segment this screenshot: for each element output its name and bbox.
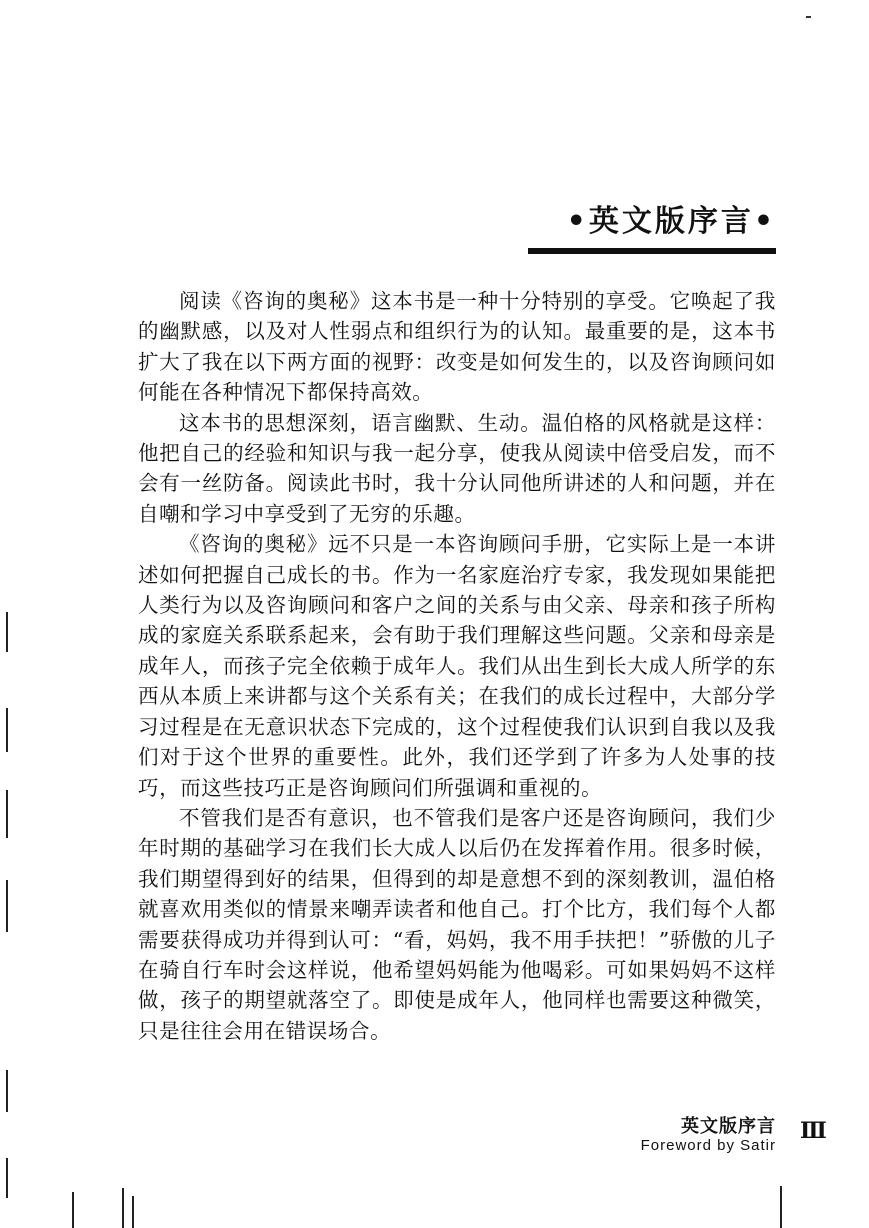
paragraph: 《咨询的奥秘》远不只是一本咨询顾问手册，它实际上是一本讲述如何把握自己成长的书。作为一名家庭治疗专家，我发现如果能把人类行为以及咨询顾问和客户之间的关系与由父亲、母亲和孩子所构成的家庭关系联系起来，会有助于我们理解这些问题。父亲和母亲是成年人，而孩子完全依赖于成年人。我们从出生到长大成人所学的东西从本质上来讲都与这个关系有关；在我们的成长过程中，大部分学习过程是在无意识状态下完成的，这个过程使我们认识到自我以及我们对于这个世界的重要性。此外，我们还学到了许多为人处事的技巧，而这些技巧正是咨询顾问们所强调和重视的。 [138, 532, 776, 800]
scan-edge-line [6, 708, 8, 752]
scan-edge-line [6, 790, 8, 838]
scan-edge-line [6, 880, 8, 932]
scan-edge-line [6, 612, 8, 652]
heading-underline [528, 248, 776, 254]
running-footer-subtitle: Foreword by Satir [640, 1137, 776, 1154]
paragraph: 不管我们是否有意识，也不管我们是客户还是咨询顾问，我们少年时期的基础学习在我们长大成人以后仍在发挥着作用。很多时候，我们期望得到好的结果，但得到的却是意想不到的深刻教训，温伯格就喜欢用类似的情景来嘲弄读者和他自己。打个比方，我们每个人都需要获得成功并得到认可：“看，妈妈，我不用手扶把！”骄傲的儿子在骑自行车时会这样说，他希望妈妈能为他喝彩。可如果妈妈不这样做，孩子的期望就落空了。即使是成年人，他同样也需要这种微笑，只是往往会用在错误场合。 [138, 805, 776, 1043]
running-footer-title: 英文版序言 [681, 1116, 776, 1137]
scan-edge-line [132, 1196, 134, 1228]
scan-edge-line [72, 1192, 74, 1228]
page-number: Ⅲ [800, 1118, 826, 1144]
section-heading: •英文版序言• [566, 204, 776, 239]
paragraph: 这本书的思想深刻，语言幽默、生动。温伯格的风格就是这样：他把自己的经验和知识与我一起分享，使我从阅读中倍受启发，而不会有一丝防备。阅读此书时，我十分认同他所讲述的人和问题，并在自嘲和学习中享受到了无穷的乐趣。 [138, 410, 776, 526]
scan-edge-line [122, 1188, 124, 1228]
body-text [138, 286, 776, 1046]
scan-mark [806, 16, 811, 18]
scan-edge-line [6, 1158, 8, 1198]
scan-edge-line [780, 1186, 782, 1228]
paragraph: 阅读《咨询的奥秘》这本书是一种十分特别的享受。它唤起了我的幽默感，以及对人性弱点和组织行为的认知。最重要的是，这本书扩大了我在以下两方面的视野：改变是如何发生的，以及咨询顾问如何能在各种情况下都保持高效。 [138, 289, 776, 405]
section-heading-block [528, 196, 776, 254]
scan-edge-line [6, 1070, 8, 1112]
